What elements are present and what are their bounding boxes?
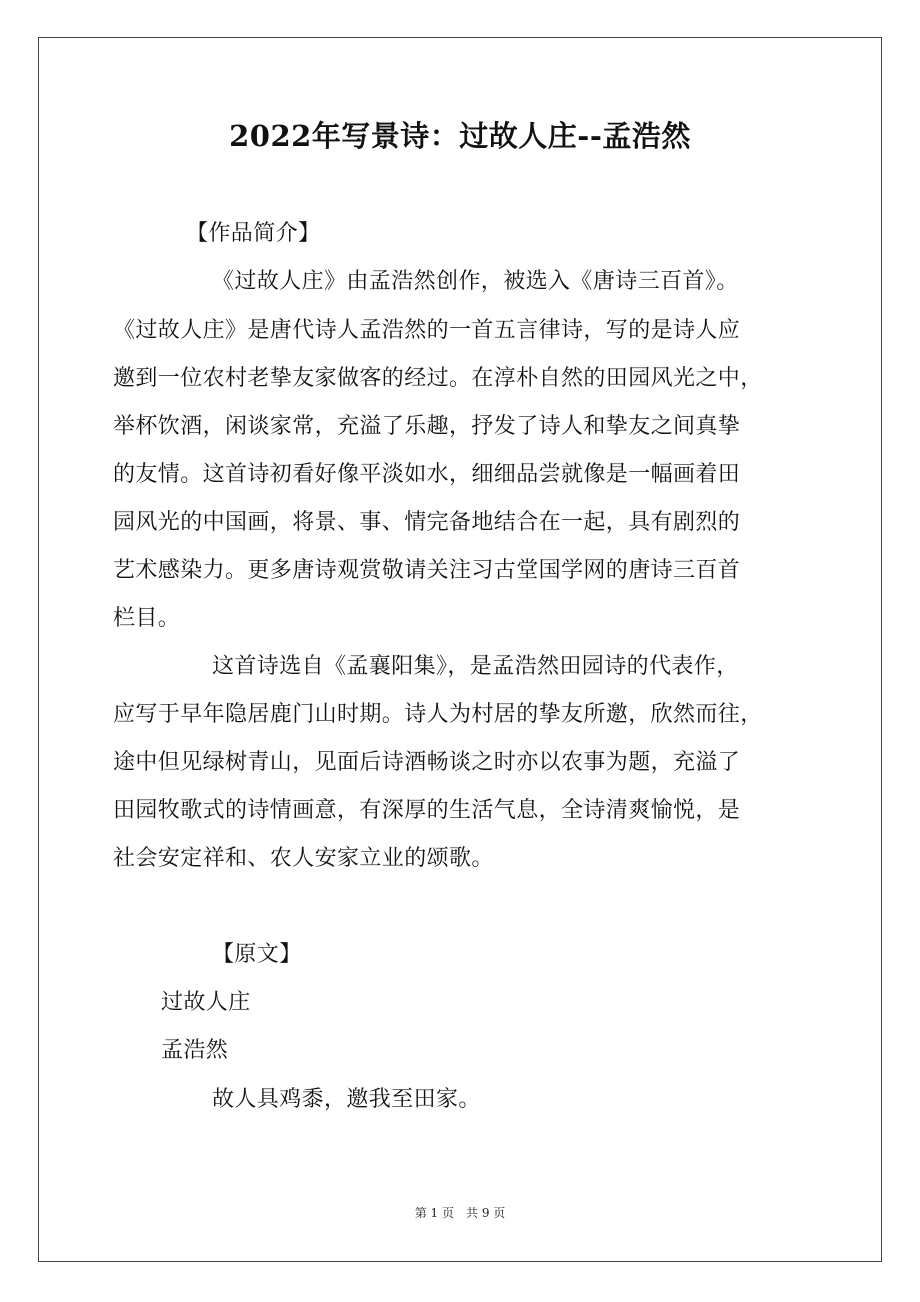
intro-p1-line: 《过故人庄》由孟浩然创作，被选入《唐诗三百首》。 xyxy=(212,269,739,294)
intro-p1-line: 举杯饮酒，闲谈家常，充溢了乐趣，抒发了诗人和挚友之间真挚 xyxy=(113,414,741,439)
intro-p1-line: 艺术感染力。更多唐诗观赏敬请关注习古堂国学网的唐诗三百首 xyxy=(113,558,741,583)
original-heading: 【原文】 xyxy=(212,942,302,967)
intro-p1-line: 《过故人庄》是唐代诗人孟浩然的一首五言律诗，写的是诗人应 xyxy=(113,318,741,343)
intro-p1-line: 邀到一位农村老挚友家做客的经过。在淳朴自然的田园风光之中， xyxy=(113,366,763,391)
intro-p1-line: 的友情。这首诗初看好像平淡如水，细细品尝就像是一幅画着田 xyxy=(113,462,741,487)
document-title: 2022年写景诗：过故人庄--孟浩然 xyxy=(229,119,691,153)
poem-line: 故人具鸡黍，邀我至田家。 xyxy=(212,1087,481,1112)
intro-p2-line: 途中但见绿树青山，见面后诗酒畅谈之时亦以农事为题，充溢了 xyxy=(113,750,741,775)
intro-p2-line: 田园牧歌式的诗情画意，有深厚的生活气息，全诗清爽愉悦，是 xyxy=(113,798,741,823)
page-border xyxy=(38,37,882,1262)
intro-p1-line: 栏目。 xyxy=(113,606,181,631)
intro-p2-line: 社会安定祥和、农人安家立业的颂歌。 xyxy=(113,846,494,871)
intro-p2-line: 应写于早年隐居鹿门山时期。诗人为村居的挚友所邀，欣然而往， xyxy=(113,702,763,727)
poem-title: 过故人庄 xyxy=(161,990,251,1015)
intro-p2-line: 这首诗选自《孟襄阳集》，是孟浩然田园诗的代表作， xyxy=(212,654,739,679)
intro-heading: 【作品简介】 xyxy=(186,221,321,246)
page-footer: 第 1 页 共 9 页 xyxy=(414,1206,506,1220)
poem-author: 孟浩然 xyxy=(161,1038,229,1063)
intro-p1-line: 园风光的中国画，将景、事、情完备地结合在一起，具有剧烈的 xyxy=(113,510,741,535)
